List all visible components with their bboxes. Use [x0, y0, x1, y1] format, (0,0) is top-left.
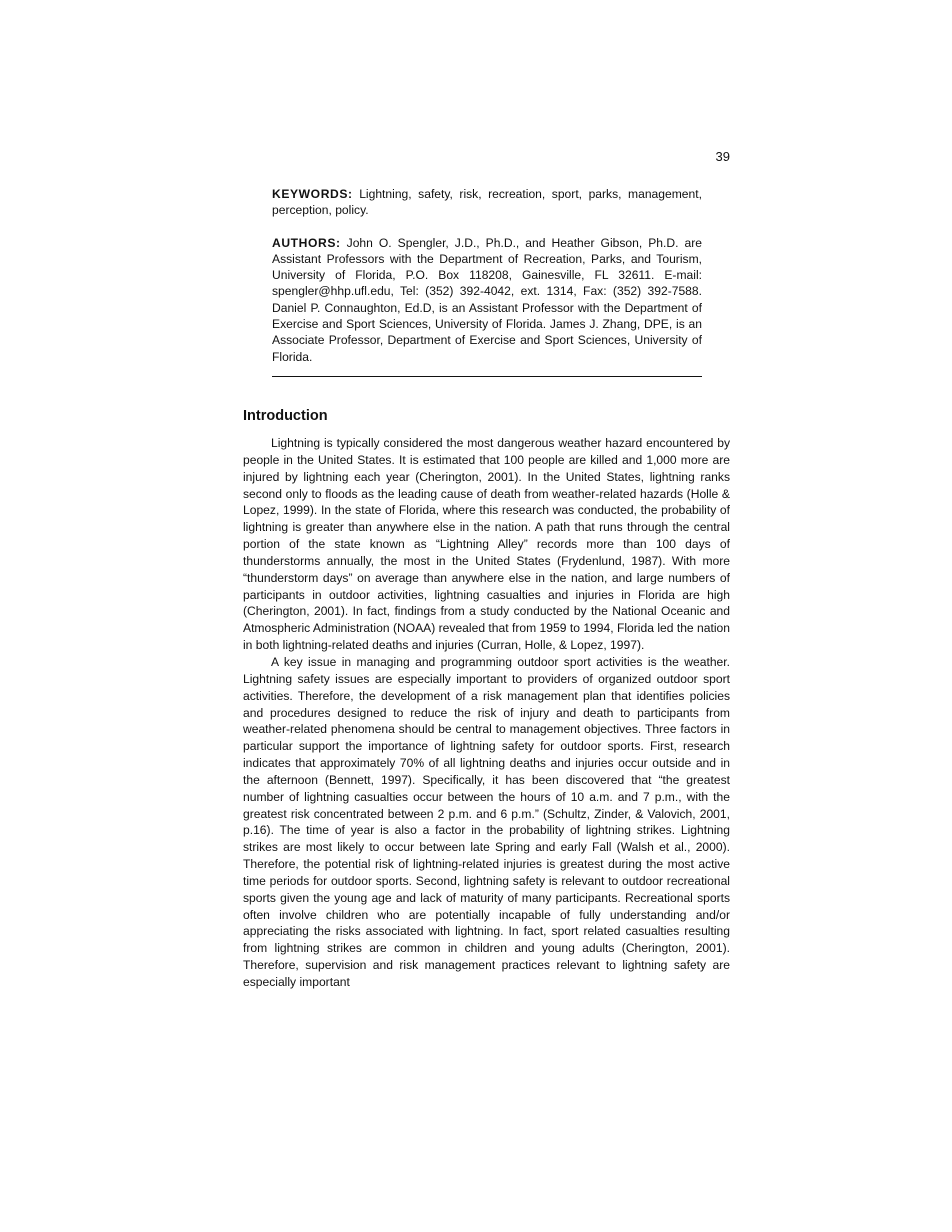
keywords-label: KEYWORDS:	[272, 187, 353, 201]
keywords-paragraph	[272, 186, 702, 219]
keywords-text: Lightning, safety, risk, recreation, sport, parks, management, perception, policy.	[272, 187, 702, 218]
article-body	[243, 435, 730, 991]
body-paragraph: A key issue in managing and programming outdoor sport activities is the weather. Lightning safety issues are especially important to providers of organized outdoor sport activities. Therefore, the development of a risk management plan that identifies policies and procedures designed to reduce the risk of injury and death to participants from weather-related phenomena should be central to management objectives. Three factors in particular support the importance of lightning safety for outdoor sports. First, research indicates that approximately 70% of all lightning deaths and injuries occur outside and in the afternoon (Bennett, 1997). Specifically, it has been discovered that “the greatest number of lightning casualties occur between the hours of 10 a.m. and 7 p.m., with the greatest risk concentrated between 2 p.m. and 6 p.m.” (Schultz, Zinder, & Valovich, 2001, p.16). The time of year is also a factor in the probability of lightning strikes. Lightning strikes are most likely to occur between late Spring and early Fall (Walsh et al., 2000). Therefore, the potential risk of lightning-related injuries is greatest during the most active time periods for outdoor sports. Second, lightning safety is relevant to outdoor recreational sports given the young age and lack of maturity of many participants. Recreational sports often involve children who are potentially incapable of fully understanding and/or appreciating the risks associated with lightning. In fact, sport related casualties resulting from lightning strikes are common in children and young adults (Cherington, 2001). Therefore, supervision and risk management practices relevant to lightning safety are especially important	[243, 654, 730, 989]
authors-paragraph	[272, 235, 702, 365]
front-matter-divider	[272, 376, 702, 377]
article-front-matter	[272, 186, 702, 365]
section-heading: Introduction	[243, 408, 328, 424]
page-number: 39	[715, 149, 730, 164]
body-paragraph: Lightning is typically considered the most dangerous weather hazard encountered by people in the United States. It is estimated that 100 people are killed and 1,000 more are injured by lightning each year (Cherington, 2001). In the United States, lightning ranks second only to floods as the leading cause of death from weather-related hazards (Holle & Lopez, 1999). In the state of Florida, where this research was conducted, the probability of lightning is greater than anywhere else in the nation. A path that runs through the central portion of the state known as “Lightning Alley” records more than 100 days of thunderstorms annually, the most in the United States (Frydenlund, 1987). With more “thunderstorm days” on average than anywhere else in the nation, and large numbers of participants in outdoor activities, lightning casualties and injuries in Florida are high (Cherington, 2001). In fact, findings from a study conducted by the National Oceanic and Atmospheric Administration (NOAA) revealed that from 1959 to 1994, Florida led the nation in both lightning-related deaths and injuries (Curran, Holle, & Lopez, 1997).	[243, 436, 730, 653]
authors-text: John O. Spengler, J.D., Ph.D., and Heather Gibson, Ph.D. are Assistant Professors with the Department of Recreation, Parks, and Tourism, University of Florida, P.O. Box 118208, Gainesville, FL 32611. E-mail: spengler@hhp.ufl.edu, Tel: (352) 392-4042, ext. 1314, Fax: (352) 392-7588. Daniel P. Connaughton, Ed.D, is an Assistant Professor with the Department of Exercise and Sport Sciences, University of Florida. James J. Zhang, DPE, is an Associate Professor, Department of Exercise and Sport Sciences, University of Florida.	[272, 235, 702, 364]
authors-label: AUTHORS:	[272, 235, 341, 250]
